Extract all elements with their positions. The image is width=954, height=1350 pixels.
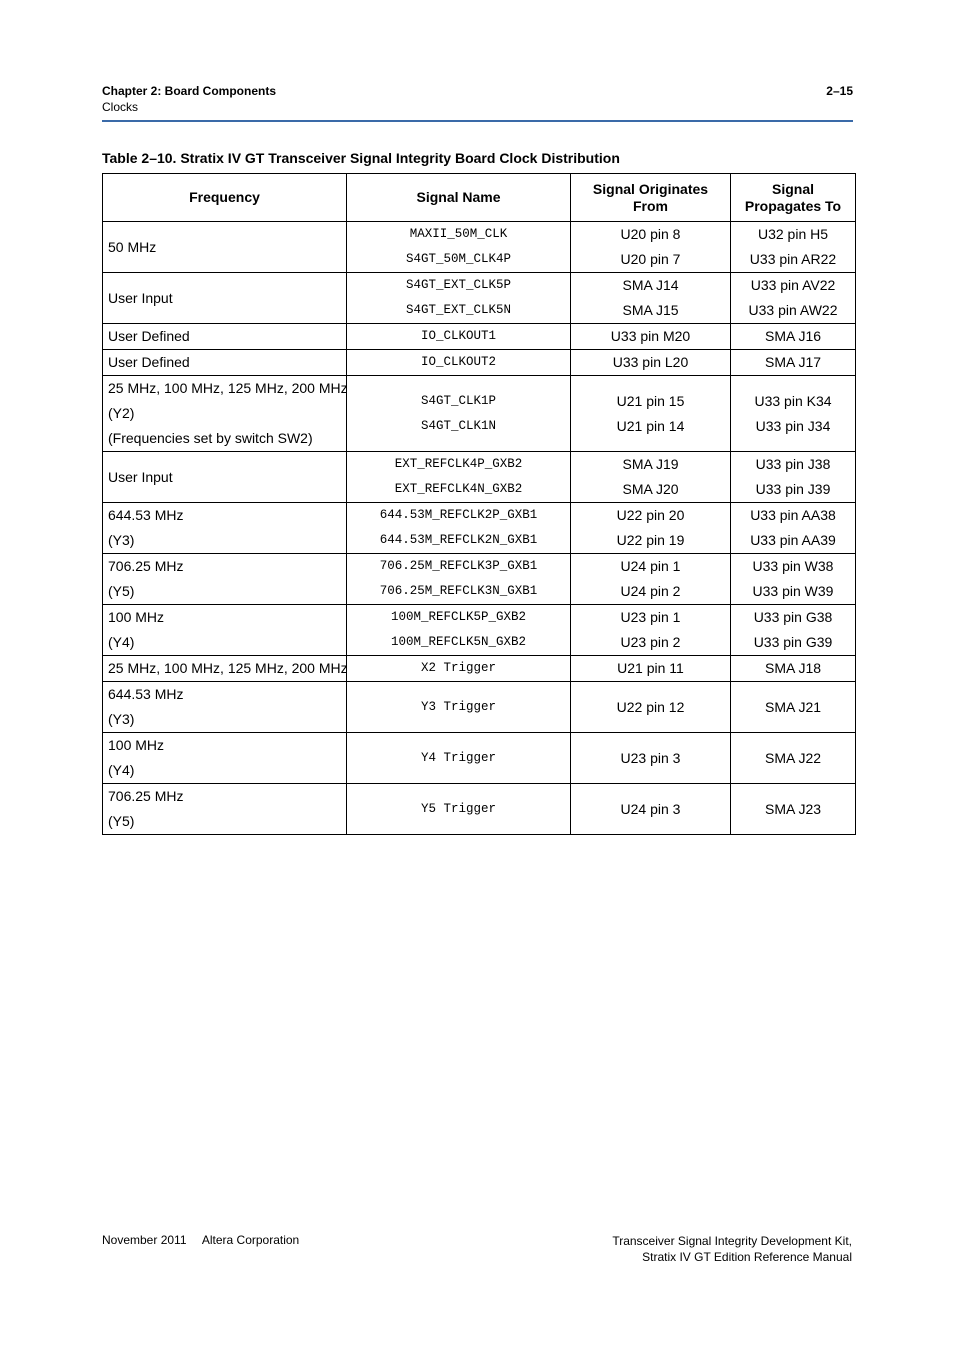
table-row: [103, 784, 856, 835]
cell-line: S4GT_CLK1P: [420, 393, 496, 408]
cell-line: (Y5): [108, 813, 135, 829]
cell-line: (Frequencies set by switch SW2): [108, 430, 313, 446]
table-row: [103, 452, 856, 503]
origin-cell: [571, 350, 731, 376]
cell-line: (Y4): [108, 762, 135, 778]
signal-name-cell: [347, 554, 571, 605]
cell-line: U21 pin 11: [617, 660, 684, 676]
destination-cell: [731, 376, 856, 452]
cell-line: SMA J20: [622, 481, 679, 497]
cell-line: (Y3): [108, 711, 135, 727]
table-row: [103, 376, 856, 452]
frequency-cell: [103, 324, 347, 350]
cell-line: SMA J21: [764, 698, 822, 715]
origin-cell: [571, 452, 731, 503]
table-body: [103, 222, 856, 835]
cell-line: S4GT_EXT_CLK5P: [405, 278, 512, 292]
cell-line: 50 MHz: [108, 238, 157, 255]
cell-line: 706.25 MHz: [108, 788, 184, 804]
cell-line: U32 pin H5: [757, 226, 829, 242]
frequency-cell: [103, 784, 347, 835]
footer-left: [102, 1233, 299, 1247]
frequency-cell: [103, 656, 347, 682]
signal-name-cell: [347, 452, 571, 503]
cell-line: SMA J22: [764, 749, 822, 766]
cell-line: 100M_REFCLK5P_GXB2: [390, 610, 527, 624]
cell-line: U20 pin 8: [620, 226, 681, 242]
signal-name-cell: [347, 376, 571, 452]
cell-line: U22 pin 12: [616, 698, 685, 715]
cell-line: Y3 Trigger: [420, 699, 496, 714]
cell-line: 100 MHz: [108, 737, 165, 753]
cell-line: Y5 Trigger: [420, 801, 496, 816]
cell-line: U24 pin 1: [620, 558, 681, 574]
footer-right: [612, 1233, 852, 1265]
signal-name-cell: [347, 656, 571, 682]
cell-line: (Y4): [108, 634, 135, 650]
table-row: [103, 656, 856, 682]
frequency-cell: [103, 222, 347, 273]
cell-line: MAXII_50M_CLK: [409, 227, 508, 241]
cell-line: SMA J19: [622, 456, 679, 472]
table-row: [103, 554, 856, 605]
origin-cell: [571, 273, 731, 324]
frequency-cell: [103, 682, 347, 733]
frequency-cell: [103, 376, 347, 452]
cell-line: 644.53 MHz: [108, 686, 184, 702]
cell-line: 25 MHz, 100 MHz, 125 MHz, 200 MHz: [108, 380, 348, 396]
origin-cell: [571, 554, 731, 605]
cell-line: U33 pin J34: [755, 417, 831, 434]
cell-line: U33 pin AV22: [750, 277, 836, 293]
cell-line: U23 pin 2: [620, 634, 681, 650]
cell-line: EXT_REFCLK4N_GXB2: [394, 482, 523, 496]
signal-name-cell: [347, 605, 571, 656]
cell-line: SMA J18: [764, 660, 822, 676]
cell-line: SMA J16: [764, 328, 822, 344]
cell-line: SMA J14: [622, 277, 679, 293]
cell-line: U33 pin K34: [754, 392, 832, 409]
cell-line: EXT_REFCLK4P_GXB2: [394, 457, 523, 471]
cell-line: SMA J15: [622, 302, 679, 318]
cell-line: U33 pin G38: [753, 609, 833, 625]
cell-line: 706.25 MHz: [108, 558, 184, 574]
column-header-frequency: Frequency: [103, 174, 347, 222]
frequency-cell: [103, 554, 347, 605]
footer-doc-title-line2: Stratix IV GT Edition Reference Manual: [642, 1250, 852, 1264]
destination-cell: [731, 656, 856, 682]
column-header-destination: Signal Propagates To: [731, 174, 856, 222]
cell-line: U21 pin 15: [616, 392, 685, 409]
destination-cell: [731, 503, 856, 554]
table-row: [103, 682, 856, 733]
cell-line: User Defined: [108, 354, 190, 370]
destination-cell: [731, 605, 856, 656]
cell-line: User Input: [108, 468, 173, 485]
cell-line: U33 pin G39: [753, 634, 833, 650]
cell-line: SMA J23: [764, 800, 822, 817]
cell-line: X2 Trigger: [420, 661, 496, 675]
cell-line: Y4 Trigger: [420, 750, 496, 765]
cell-line: 644.53M_REFCLK2P_GXB1: [379, 508, 538, 522]
frequency-cell: [103, 452, 347, 503]
cell-line: (Y2): [108, 405, 135, 421]
cell-line: U22 pin 19: [616, 532, 685, 548]
cell-line: U33 pin W38: [752, 558, 834, 574]
cell-line: 706.25M_REFCLK3N_GXB1: [379, 584, 538, 598]
destination-cell: [731, 733, 856, 784]
table-row: [103, 733, 856, 784]
cell-line: S4GT_CLK1N: [420, 418, 496, 433]
page-header: [102, 84, 853, 122]
destination-cell: [731, 350, 856, 376]
cell-line: 706.25M_REFCLK3P_GXB1: [379, 559, 538, 573]
table-row: [103, 273, 856, 324]
cell-line: U23 pin 3: [620, 749, 681, 766]
table-caption: Table 2–10. Stratix IV GT Transceiver Signal Integrity Board Clock Distribution: [102, 150, 620, 166]
cell-line: User Defined: [108, 328, 190, 344]
clock-distribution-table: [102, 173, 856, 835]
cell-line: IO_CLKOUT2: [420, 355, 496, 369]
cell-line: U33 pin AW22: [748, 302, 838, 318]
table-row: [103, 350, 856, 376]
signal-name-cell: [347, 350, 571, 376]
origin-cell: [571, 682, 731, 733]
table-row: [103, 324, 856, 350]
frequency-cell: [103, 605, 347, 656]
cell-line: U24 pin 2: [620, 583, 681, 599]
frequency-cell: [103, 273, 347, 324]
page-number: 2–15: [826, 84, 853, 98]
cell-line: 100M_REFCLK5N_GXB2: [390, 635, 527, 649]
signal-name-cell: [347, 784, 571, 835]
origin-cell: [571, 324, 731, 350]
cell-line: U33 pin J39: [755, 481, 831, 497]
origin-cell: [571, 503, 731, 554]
signal-name-cell: [347, 273, 571, 324]
cell-line: U33 pin M20: [610, 328, 691, 344]
cell-line: U20 pin 7: [620, 251, 681, 267]
table-row: [103, 605, 856, 656]
destination-cell: [731, 452, 856, 503]
cell-line: S4GT_EXT_CLK5N: [405, 303, 512, 317]
chapter-title: Chapter 2: Board Components: [102, 84, 277, 98]
origin-cell: [571, 656, 731, 682]
origin-cell: [571, 733, 731, 784]
cell-line: 25 MHz, 100 MHz, 125 MHz, 200 MHz: [108, 660, 348, 676]
cell-line: IO_CLKOUT1: [420, 329, 496, 343]
cell-line: U33 pin AR22: [749, 251, 837, 267]
frequency-cell: [103, 503, 347, 554]
destination-cell: [731, 273, 856, 324]
signal-name-cell: [347, 324, 571, 350]
destination-cell: [731, 222, 856, 273]
destination-cell: [731, 784, 856, 835]
destination-cell: [731, 324, 856, 350]
cell-line: 644.53 MHz: [108, 507, 184, 523]
column-header-origin: Signal Originates From: [571, 174, 731, 222]
signal-name-cell: [347, 222, 571, 273]
frequency-cell: [103, 733, 347, 784]
table-row: [103, 503, 856, 554]
cell-line: S4GT_50M_CLK4P: [405, 252, 512, 266]
destination-cell: [731, 554, 856, 605]
footer-doc-title-line1: Transceiver Signal Integrity Development Kit,: [612, 1234, 852, 1248]
frequency-cell: [103, 350, 347, 376]
cell-line: U33 pin J38: [755, 456, 831, 472]
cell-line: (Y3): [108, 532, 135, 548]
table-row: [103, 222, 856, 273]
signal-name-cell: [347, 682, 571, 733]
cell-line: U21 pin 14: [616, 417, 685, 434]
cell-line: U33 pin AA38: [750, 507, 836, 523]
footer-date: November 2011: [102, 1233, 187, 1247]
cell-line: (Y5): [108, 583, 135, 599]
cell-line: U23 pin 1: [620, 609, 681, 625]
cell-line: U24 pin 3: [620, 800, 681, 817]
cell-line: U33 pin W39: [752, 583, 834, 599]
signal-name-cell: [347, 503, 571, 554]
origin-cell: [571, 784, 731, 835]
cell-line: SMA J17: [764, 354, 822, 370]
origin-cell: [571, 222, 731, 273]
origin-cell: [571, 605, 731, 656]
destination-cell: [731, 682, 856, 733]
section-title: Clocks: [102, 100, 139, 114]
cell-line: User Input: [108, 289, 173, 306]
cell-line: U22 pin 20: [616, 507, 685, 523]
column-header-signal-name: Signal Name: [347, 174, 571, 222]
origin-cell: [571, 376, 731, 452]
cell-line: U33 pin AA39: [750, 532, 836, 548]
cell-line: 100 MHz: [108, 609, 165, 625]
cell-line: 644.53M_REFCLK2N_GXB1: [379, 533, 538, 547]
table-header-row: [103, 174, 856, 222]
footer-company: Altera Corporation: [201, 1233, 300, 1247]
signal-name-cell: [347, 733, 571, 784]
cell-line: U33 pin L20: [612, 354, 689, 370]
